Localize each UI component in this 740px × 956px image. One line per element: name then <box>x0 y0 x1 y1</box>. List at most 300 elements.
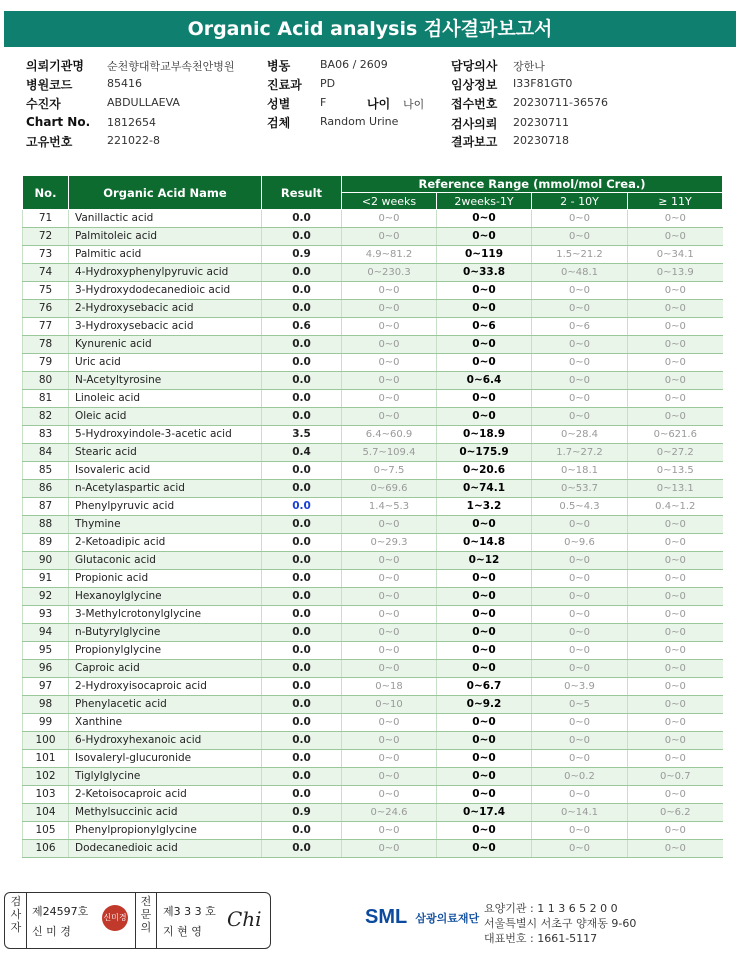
row-ref-2weeks-1y: 0~0 <box>437 390 532 408</box>
row-ref-11y-plus: 0~27.2 <box>628 444 723 462</box>
row-result: 0.0 <box>262 768 342 786</box>
row-ref-2weeks-1y: 0~0 <box>437 282 532 300</box>
row-ref-11y-plus: 0~0 <box>628 822 723 840</box>
specimen-label: 검체 <box>267 116 291 130</box>
row-ref-under-2weeks: 0~0 <box>342 552 437 570</box>
row-ref-2-10y: 0~28.4 <box>532 426 628 444</box>
institution-value: 순천향대학교부속천안병원 <box>107 60 235 73</box>
table-row <box>23 696 723 714</box>
row-ref-11y-plus: 0~13.5 <box>628 462 723 480</box>
specialist-name: 지 현 영 <box>163 925 202 938</box>
row-result: 0.0 <box>262 552 342 570</box>
row-acid-name: Linoleic acid <box>69 390 262 408</box>
table-row <box>23 318 723 336</box>
row-acid-name: 2-Ketoisocaproic acid <box>69 786 262 804</box>
row-ref-2weeks-1y: 0~0 <box>437 354 532 372</box>
row-ref-under-2weeks: 0~24.6 <box>342 804 437 822</box>
row-ref-2weeks-1y: 0~0 <box>437 210 532 228</box>
row-acid-name: 2-Hydroxyisocaproic acid <box>69 678 262 696</box>
row-ref-2weeks-1y: 0~0 <box>437 642 532 660</box>
row-acid-name: 2-Ketoadipic acid <box>69 534 262 552</box>
specialist-signature: Chi <box>227 907 262 931</box>
row-ref-2-10y: 1.7~27.2 <box>532 444 628 462</box>
clinical-value: I33F81GT0 <box>513 77 573 90</box>
chart-no-label: Chart No. <box>26 115 91 129</box>
row-ref-2weeks-1y: 0~0 <box>437 714 532 732</box>
row-ref-11y-plus: 0~0 <box>628 840 723 858</box>
row-ref-2-10y: 0~0 <box>532 516 628 534</box>
row-ref-under-2weeks: 0~0 <box>342 570 437 588</box>
examiner-seal: 신미경 <box>102 905 128 931</box>
row-acid-name: N-Acetyltyrosine <box>69 372 262 390</box>
row-no: 94 <box>23 624 69 642</box>
row-ref-11y-plus: 0~0 <box>628 552 723 570</box>
row-acid-name: Isovaleryl-glucuronide <box>69 750 262 768</box>
sml-logo-mark: SML <box>365 906 408 928</box>
row-result: 3.5 <box>262 426 342 444</box>
row-ref-2weeks-1y: 0~0 <box>437 822 532 840</box>
row-ref-11y-plus: 0~0 <box>628 642 723 660</box>
table-row <box>23 282 723 300</box>
row-ref-2-10y: 0~0 <box>532 354 628 372</box>
row-result: 0.0 <box>262 210 342 228</box>
row-result: 0.0 <box>262 822 342 840</box>
row-acid-name: 4-Hydroxyphenylpyruvic acid <box>69 264 262 282</box>
row-result: 0.0 <box>262 282 342 300</box>
row-acid-name: 3-Methylcrotonylglycine <box>69 606 262 624</box>
row-acid-name: n-Butyrylglycine <box>69 624 262 642</box>
row-ref-2-10y: 0~0 <box>532 372 628 390</box>
row-ref-under-2weeks: 0~0 <box>342 228 437 246</box>
row-result: 0.6 <box>262 318 342 336</box>
doctor-label: 담당의사 <box>451 59 498 73</box>
row-ref-2weeks-1y: 0~0 <box>437 606 532 624</box>
table-row <box>23 714 723 732</box>
row-acid-name: Caproic acid <box>69 660 262 678</box>
row-ref-2-10y: 0~5 <box>532 696 628 714</box>
unique-no-label: 고유번호 <box>26 135 73 149</box>
table-row <box>23 786 723 804</box>
row-ref-2weeks-1y: 0~33.8 <box>437 264 532 282</box>
row-ref-2weeks-1y: 0~119 <box>437 246 532 264</box>
row-ref-2-10y: 0~0 <box>532 282 628 300</box>
row-no: 77 <box>23 318 69 336</box>
row-ref-2weeks-1y: 0~74.1 <box>437 480 532 498</box>
row-ref-under-2weeks: 0~0 <box>342 372 437 390</box>
col-header-ref-11y-plus: ≥ 11Y <box>628 193 723 210</box>
results-table-container <box>22 175 722 858</box>
row-ref-11y-plus: 0~34.1 <box>628 246 723 264</box>
row-ref-under-2weeks: 0~0 <box>342 732 437 750</box>
row-ref-under-2weeks: 0~18 <box>342 678 437 696</box>
row-ref-under-2weeks: 0~0 <box>342 624 437 642</box>
row-ref-under-2weeks: 0~7.5 <box>342 462 437 480</box>
row-ref-2-10y: 0~0 <box>532 552 628 570</box>
row-result: 0.0 <box>262 588 342 606</box>
row-no: 103 <box>23 786 69 804</box>
row-ref-2weeks-1y: 0~0 <box>437 750 532 768</box>
row-ref-2weeks-1y: 0~0 <box>437 624 532 642</box>
row-ref-under-2weeks: 0~0 <box>342 660 437 678</box>
row-no: 88 <box>23 516 69 534</box>
ward-value: BA06 / 2609 <box>320 58 388 71</box>
results-table-body <box>23 210 723 858</box>
row-acid-name: Stearic acid <box>69 444 262 462</box>
table-row <box>23 246 723 264</box>
row-ref-2-10y: 0~53.7 <box>532 480 628 498</box>
table-row <box>23 732 723 750</box>
row-no: 81 <box>23 390 69 408</box>
col-header-ref-under-2weeks: <2 weeks <box>342 193 437 210</box>
col-header-name: Organic Acid Name <box>69 176 262 210</box>
row-ref-2-10y: 0~0 <box>532 750 628 768</box>
row-acid-name: Hexanoylglycine <box>69 588 262 606</box>
row-ref-under-2weeks: 6.4~60.9 <box>342 426 437 444</box>
row-ref-2-10y: 0~0 <box>532 390 628 408</box>
specialist-license-no: 제3 3 3 호 <box>163 905 216 918</box>
row-acid-name: Isovaleric acid <box>69 462 262 480</box>
row-ref-2-10y: 0~9.6 <box>532 534 628 552</box>
row-ref-under-2weeks: 0~0 <box>342 282 437 300</box>
row-acid-name: 6-Hydroxyhexanoic acid <box>69 732 262 750</box>
row-ref-11y-plus: 0~621.6 <box>628 426 723 444</box>
row-ref-11y-plus: 0~0 <box>628 786 723 804</box>
table-row <box>23 354 723 372</box>
row-ref-11y-plus: 0~0 <box>628 336 723 354</box>
row-ref-2-10y: 0~0 <box>532 732 628 750</box>
row-ref-2weeks-1y: 0~20.6 <box>437 462 532 480</box>
row-no: 75 <box>23 282 69 300</box>
row-ref-2weeks-1y: 0~0 <box>437 570 532 588</box>
specimen-value: Random Urine <box>320 115 399 128</box>
request-label: 검사의뢰 <box>451 117 498 131</box>
row-result: 0.0 <box>262 570 342 588</box>
row-ref-under-2weeks: 5.7~109.4 <box>342 444 437 462</box>
row-result: 0.4 <box>262 444 342 462</box>
row-result: 0.0 <box>262 498 342 516</box>
row-ref-11y-plus: 0~0 <box>628 408 723 426</box>
row-acid-name: Phenylacetic acid <box>69 696 262 714</box>
row-ref-under-2weeks: 0~0 <box>342 768 437 786</box>
row-acid-name: Phenylpropionylglycine <box>69 822 262 840</box>
row-result: 0.0 <box>262 462 342 480</box>
row-ref-2-10y: 0~18.1 <box>532 462 628 480</box>
table-row <box>23 588 723 606</box>
row-result: 0.0 <box>262 786 342 804</box>
row-no: 84 <box>23 444 69 462</box>
row-ref-2weeks-1y: 0~0 <box>437 228 532 246</box>
table-row <box>23 624 723 642</box>
row-ref-2-10y: 0~0 <box>532 408 628 426</box>
sex-label: 성별 <box>267 97 291 111</box>
table-row <box>23 516 723 534</box>
row-no: 105 <box>23 822 69 840</box>
row-ref-11y-plus: 0~0 <box>628 516 723 534</box>
row-no: 74 <box>23 264 69 282</box>
row-ref-under-2weeks: 0~0 <box>342 822 437 840</box>
hospital-code-value: 85416 <box>107 77 142 90</box>
row-ref-11y-plus: 0~13.1 <box>628 480 723 498</box>
table-row <box>23 804 723 822</box>
examiner-label: 검 사 자 <box>10 895 22 934</box>
row-ref-11y-plus: 0~0 <box>628 570 723 588</box>
row-ref-11y-plus: 0~0 <box>628 390 723 408</box>
row-ref-11y-plus: 0~0.7 <box>628 768 723 786</box>
signature-box <box>4 892 271 949</box>
row-result: 0.0 <box>262 534 342 552</box>
row-ref-2-10y: 0~0 <box>532 570 628 588</box>
row-acid-name: Kynurenic acid <box>69 336 262 354</box>
table-row <box>23 210 723 228</box>
row-ref-2-10y: 0~48.1 <box>532 264 628 282</box>
row-no: 100 <box>23 732 69 750</box>
row-result: 0.9 <box>262 246 342 264</box>
row-no: 86 <box>23 480 69 498</box>
table-row <box>23 822 723 840</box>
row-ref-11y-plus: 0~0 <box>628 210 723 228</box>
examiner-license-no: 제24597호 <box>32 905 89 918</box>
row-ref-11y-plus: 0~0 <box>628 732 723 750</box>
table-row <box>23 336 723 354</box>
row-acid-name: 5-Hydroxyindole-3-acetic acid <box>69 426 262 444</box>
row-no: 71 <box>23 210 69 228</box>
row-result: 0.0 <box>262 642 342 660</box>
row-acid-name: Palmitic acid <box>69 246 262 264</box>
row-ref-under-2weeks: 0~29.3 <box>342 534 437 552</box>
row-no: 102 <box>23 768 69 786</box>
table-row <box>23 660 723 678</box>
row-ref-under-2weeks: 0~0 <box>342 354 437 372</box>
row-ref-2-10y: 0~0 <box>532 786 628 804</box>
row-ref-2weeks-1y: 0~0 <box>437 588 532 606</box>
dept-label: 진료과 <box>267 78 302 92</box>
row-ref-2-10y: 0~6 <box>532 318 628 336</box>
row-ref-2-10y: 0~0 <box>532 822 628 840</box>
row-ref-2weeks-1y: 0~0 <box>437 408 532 426</box>
row-ref-11y-plus: 0~13.9 <box>628 264 723 282</box>
org-name: 삼광의료재단 <box>415 911 480 925</box>
row-ref-11y-plus: 0~0 <box>628 660 723 678</box>
row-ref-under-2weeks: 1.4~5.3 <box>342 498 437 516</box>
row-ref-under-2weeks: 0~0 <box>342 210 437 228</box>
row-no: 106 <box>23 840 69 858</box>
row-acid-name: Vanillactic acid <box>69 210 262 228</box>
row-ref-2weeks-1y: 0~6 <box>437 318 532 336</box>
row-ref-2-10y: 0~0.2 <box>532 768 628 786</box>
row-ref-under-2weeks: 0~0 <box>342 408 437 426</box>
row-ref-2weeks-1y: 0~17.4 <box>437 804 532 822</box>
row-ref-11y-plus: 0~6.2 <box>628 804 723 822</box>
row-ref-under-2weeks: 0~69.6 <box>342 480 437 498</box>
row-acid-name: Phenylpyruvic acid <box>69 498 262 516</box>
row-result: 0.0 <box>262 696 342 714</box>
table-row <box>23 300 723 318</box>
table-row <box>23 606 723 624</box>
row-ref-11y-plus: 0~0 <box>628 228 723 246</box>
result-date-value: 20230718 <box>513 134 569 147</box>
org-address: 서울특별시 서초구 양재동 9-60 <box>484 917 637 930</box>
row-acid-name: Propionic acid <box>69 570 262 588</box>
table-row <box>23 552 723 570</box>
examiner-name: 신 미 경 <box>32 925 71 938</box>
row-no: 73 <box>23 246 69 264</box>
org-phone: 대표번호 : 1661-5117 <box>484 932 598 945</box>
row-ref-under-2weeks: 0~10 <box>342 696 437 714</box>
row-ref-11y-plus: 0~0 <box>628 282 723 300</box>
row-acid-name: 3-Hydroxydodecanedioic acid <box>69 282 262 300</box>
row-result: 0.0 <box>262 300 342 318</box>
table-row <box>23 642 723 660</box>
table-row <box>23 534 723 552</box>
row-ref-2weeks-1y: 0~6.4 <box>437 372 532 390</box>
row-no: 89 <box>23 534 69 552</box>
row-ref-2weeks-1y: 0~0 <box>437 768 532 786</box>
table-row <box>23 426 723 444</box>
row-result: 0.9 <box>262 804 342 822</box>
row-result: 0.0 <box>262 408 342 426</box>
row-ref-under-2weeks: 0~0 <box>342 840 437 858</box>
row-result: 0.0 <box>262 732 342 750</box>
table-row <box>23 372 723 390</box>
row-ref-2-10y: 1.5~21.2 <box>532 246 628 264</box>
col-header-ref-2weeks-1y: 2weeks-1Y <box>437 193 532 210</box>
row-ref-11y-plus: 0~0 <box>628 678 723 696</box>
row-ref-2-10y: 0~0 <box>532 642 628 660</box>
row-ref-2weeks-1y: 0~0 <box>437 300 532 318</box>
row-ref-under-2weeks: 0~0 <box>342 588 437 606</box>
row-result: 0.0 <box>262 264 342 282</box>
row-ref-under-2weeks: 0~0 <box>342 516 437 534</box>
row-no: 91 <box>23 570 69 588</box>
row-ref-2weeks-1y: 0~0 <box>437 786 532 804</box>
table-row <box>23 408 723 426</box>
row-ref-2weeks-1y: 0~12 <box>437 552 532 570</box>
row-no: 90 <box>23 552 69 570</box>
row-ref-11y-plus: 0~0 <box>628 714 723 732</box>
reception-value: 20230711-36576 <box>513 96 608 109</box>
row-ref-2-10y: 0~0 <box>532 840 628 858</box>
row-result: 0.0 <box>262 606 342 624</box>
table-row <box>23 444 723 462</box>
age-label: 나이 <box>367 97 391 111</box>
row-acid-name: Palmitoleic acid <box>69 228 262 246</box>
row-no: 79 <box>23 354 69 372</box>
row-ref-2-10y: 0~0 <box>532 300 628 318</box>
row-no: 76 <box>23 300 69 318</box>
row-ref-11y-plus: 0~0 <box>628 318 723 336</box>
doctor-value: 장한나 <box>513 60 545 73</box>
reception-label: 접수번호 <box>451 97 498 111</box>
row-ref-2weeks-1y: 0~6.7 <box>437 678 532 696</box>
hospital-code-label: 병원코드 <box>26 78 73 92</box>
row-acid-name: 3-Hydroxysebacic acid <box>69 318 262 336</box>
row-no: 101 <box>23 750 69 768</box>
row-ref-2weeks-1y: 0~175.9 <box>437 444 532 462</box>
row-ref-under-2weeks: 0~0 <box>342 336 437 354</box>
row-ref-11y-plus: 0~0 <box>628 300 723 318</box>
row-no: 92 <box>23 588 69 606</box>
row-ref-under-2weeks: 0~0 <box>342 714 437 732</box>
table-row <box>23 480 723 498</box>
row-ref-2-10y: 0~0 <box>532 588 628 606</box>
row-ref-2-10y: 0.5~4.3 <box>532 498 628 516</box>
dept-value: PD <box>320 77 336 90</box>
unique-no-value: 221022-8 <box>107 134 160 147</box>
row-result: 0.0 <box>262 516 342 534</box>
row-acid-name: n-Acetylaspartic acid <box>69 480 262 498</box>
table-row <box>23 750 723 768</box>
result-report-label: 결과보고 <box>451 135 498 149</box>
row-no: 85 <box>23 462 69 480</box>
row-result: 0.0 <box>262 354 342 372</box>
clinical-label: 임상정보 <box>451 78 498 92</box>
row-ref-under-2weeks: 0~0 <box>342 318 437 336</box>
row-ref-2weeks-1y: 1~3.2 <box>437 498 532 516</box>
patient-label: 수진자 <box>26 97 61 111</box>
row-acid-name: Tiglylglycine <box>69 768 262 786</box>
row-result: 0.0 <box>262 714 342 732</box>
table-row <box>23 228 723 246</box>
sex-value: F <box>320 96 327 109</box>
specialist-label: 전 문 의 <box>140 895 152 934</box>
table-row <box>23 768 723 786</box>
row-result: 0.0 <box>262 660 342 678</box>
row-ref-under-2weeks: 0~230.3 <box>342 264 437 282</box>
row-ref-11y-plus: 0~0 <box>628 534 723 552</box>
row-ref-11y-plus: 0~0 <box>628 750 723 768</box>
col-header-reference-range: Reference Range (mmol/mol Crea.) <box>342 176 723 193</box>
row-no: 104 <box>23 804 69 822</box>
row-ref-11y-plus: 0.4~1.2 <box>628 498 723 516</box>
row-no: 83 <box>23 426 69 444</box>
row-ref-2-10y: 0~0 <box>532 210 628 228</box>
row-acid-name: Xanthine <box>69 714 262 732</box>
row-ref-under-2weeks: 0~0 <box>342 300 437 318</box>
row-ref-2-10y: 0~0 <box>532 336 628 354</box>
row-ref-2-10y: 0~0 <box>532 660 628 678</box>
row-no: 72 <box>23 228 69 246</box>
patient-value: ABDULLAEVA <box>107 96 180 109</box>
request-date-value: 20230711 <box>513 116 569 129</box>
row-acid-name: 2-Hydroxysebacic acid <box>69 300 262 318</box>
table-row <box>23 390 723 408</box>
age-value: 나이 <box>403 98 425 111</box>
report-title: Organic Acid analysis 검사결과보고서 <box>4 11 736 47</box>
row-ref-2-10y: 0~0 <box>532 228 628 246</box>
row-ref-11y-plus: 0~0 <box>628 606 723 624</box>
row-ref-11y-plus: 0~0 <box>628 696 723 714</box>
row-ref-2-10y: 0~0 <box>532 606 628 624</box>
table-row <box>23 462 723 480</box>
row-ref-2weeks-1y: 0~0 <box>437 660 532 678</box>
row-ref-2weeks-1y: 0~0 <box>437 516 532 534</box>
row-ref-under-2weeks: 0~0 <box>342 390 437 408</box>
row-ref-2-10y: 0~0 <box>532 624 628 642</box>
row-ref-2weeks-1y: 0~0 <box>437 840 532 858</box>
row-result: 0.0 <box>262 228 342 246</box>
row-ref-2-10y: 0~0 <box>532 714 628 732</box>
row-no: 78 <box>23 336 69 354</box>
row-no: 87 <box>23 498 69 516</box>
row-no: 95 <box>23 642 69 660</box>
table-row <box>23 678 723 696</box>
row-no: 82 <box>23 408 69 426</box>
row-ref-2-10y: 0~3.9 <box>532 678 628 696</box>
col-header-no: No. <box>23 176 69 210</box>
row-ref-11y-plus: 0~0 <box>628 624 723 642</box>
row-no: 93 <box>23 606 69 624</box>
row-result: 0.0 <box>262 750 342 768</box>
